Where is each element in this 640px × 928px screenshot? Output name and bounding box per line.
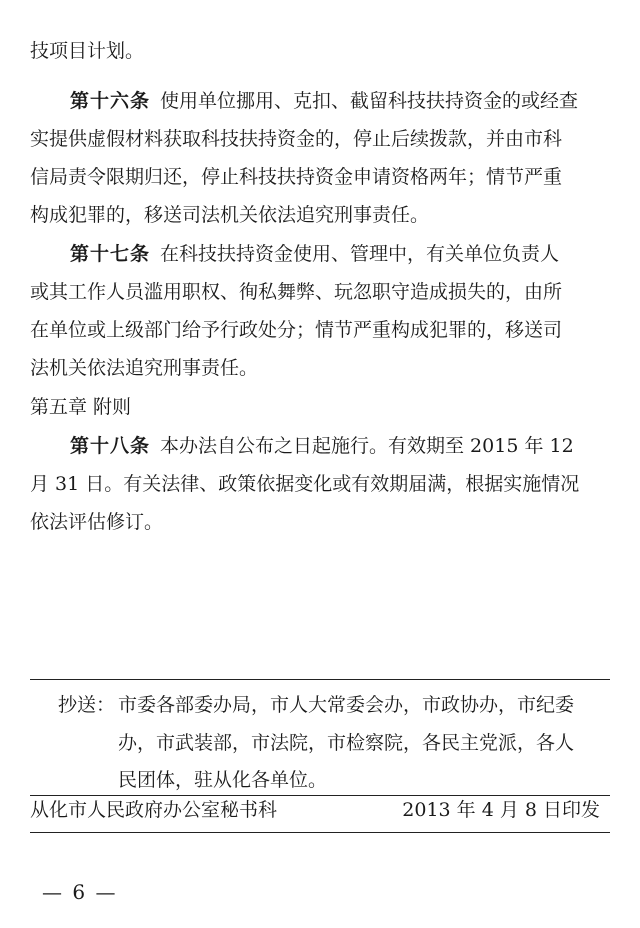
cc-line: 市委各部委办局，市人大常委会办，市政协办，市纪委: [118, 694, 575, 716]
article-16-text: 使用单位挪用、克扣、截留科技扶持资金的或经查: [160, 90, 579, 112]
issue-date: 2013 年 4 月 8 日印发: [402, 799, 600, 821]
cc-top-rule: [30, 679, 610, 680]
article-17-line: [70, 241, 610, 267]
article-16-line: [70, 88, 610, 114]
chapter-5-heading: 第五章 附则: [30, 396, 132, 418]
article-17-title: 第十七条: [70, 243, 151, 265]
article-17-line: 在单位或上级部门给予行政处分；情节严重构成犯罪的，移送司: [30, 319, 563, 341]
cc-label: 抄送：: [58, 694, 116, 716]
page-number: — 6 —: [42, 880, 118, 904]
article-18-line: 月 31 日。有关法律、政策依据变化或有效期届满，根据实施情况: [30, 473, 580, 495]
article-16-line: 实提供虚假材料获取科技扶持资金的，停止后续拨款，并由市科: [30, 128, 563, 150]
article-18-title: 第十八条: [70, 435, 151, 457]
cc-line: 民团体，驻从化各单位。: [118, 769, 328, 791]
article-16-line: 信局责令限期归还，停止科技扶持资金申请资格两年；情节严重: [30, 166, 563, 188]
article-17-text: 在科技扶持资金使用、管理中，有关单位负责人: [160, 243, 560, 265]
body-line: 技项目计划。: [30, 40, 145, 62]
article-18-line: [70, 433, 610, 459]
cc-line: 办，市武装部，市法院，市检察院，各民主党派，各人: [118, 732, 575, 754]
article-16-line: 构成犯罪的，移送司法机关依法追究刑事责任。: [30, 204, 430, 226]
article-18-text: 本办法自公布之日起施行。有效期至 2015 年 12: [160, 435, 574, 457]
article-18-line: 依法评估修订。: [30, 511, 164, 533]
issuer: 从化市人民政府办公室秘书科: [30, 799, 278, 821]
article-17-line: 法机关依法追究刑事责任。: [30, 357, 259, 379]
article-17-line: 或其工作人员滥用职权、徇私舞弊、玩忽职守造成损失的，由所: [30, 281, 563, 303]
article-16-title: 第十六条: [70, 90, 151, 112]
footer-rule: [30, 832, 610, 833]
cc-bottom-rule: [30, 795, 610, 796]
